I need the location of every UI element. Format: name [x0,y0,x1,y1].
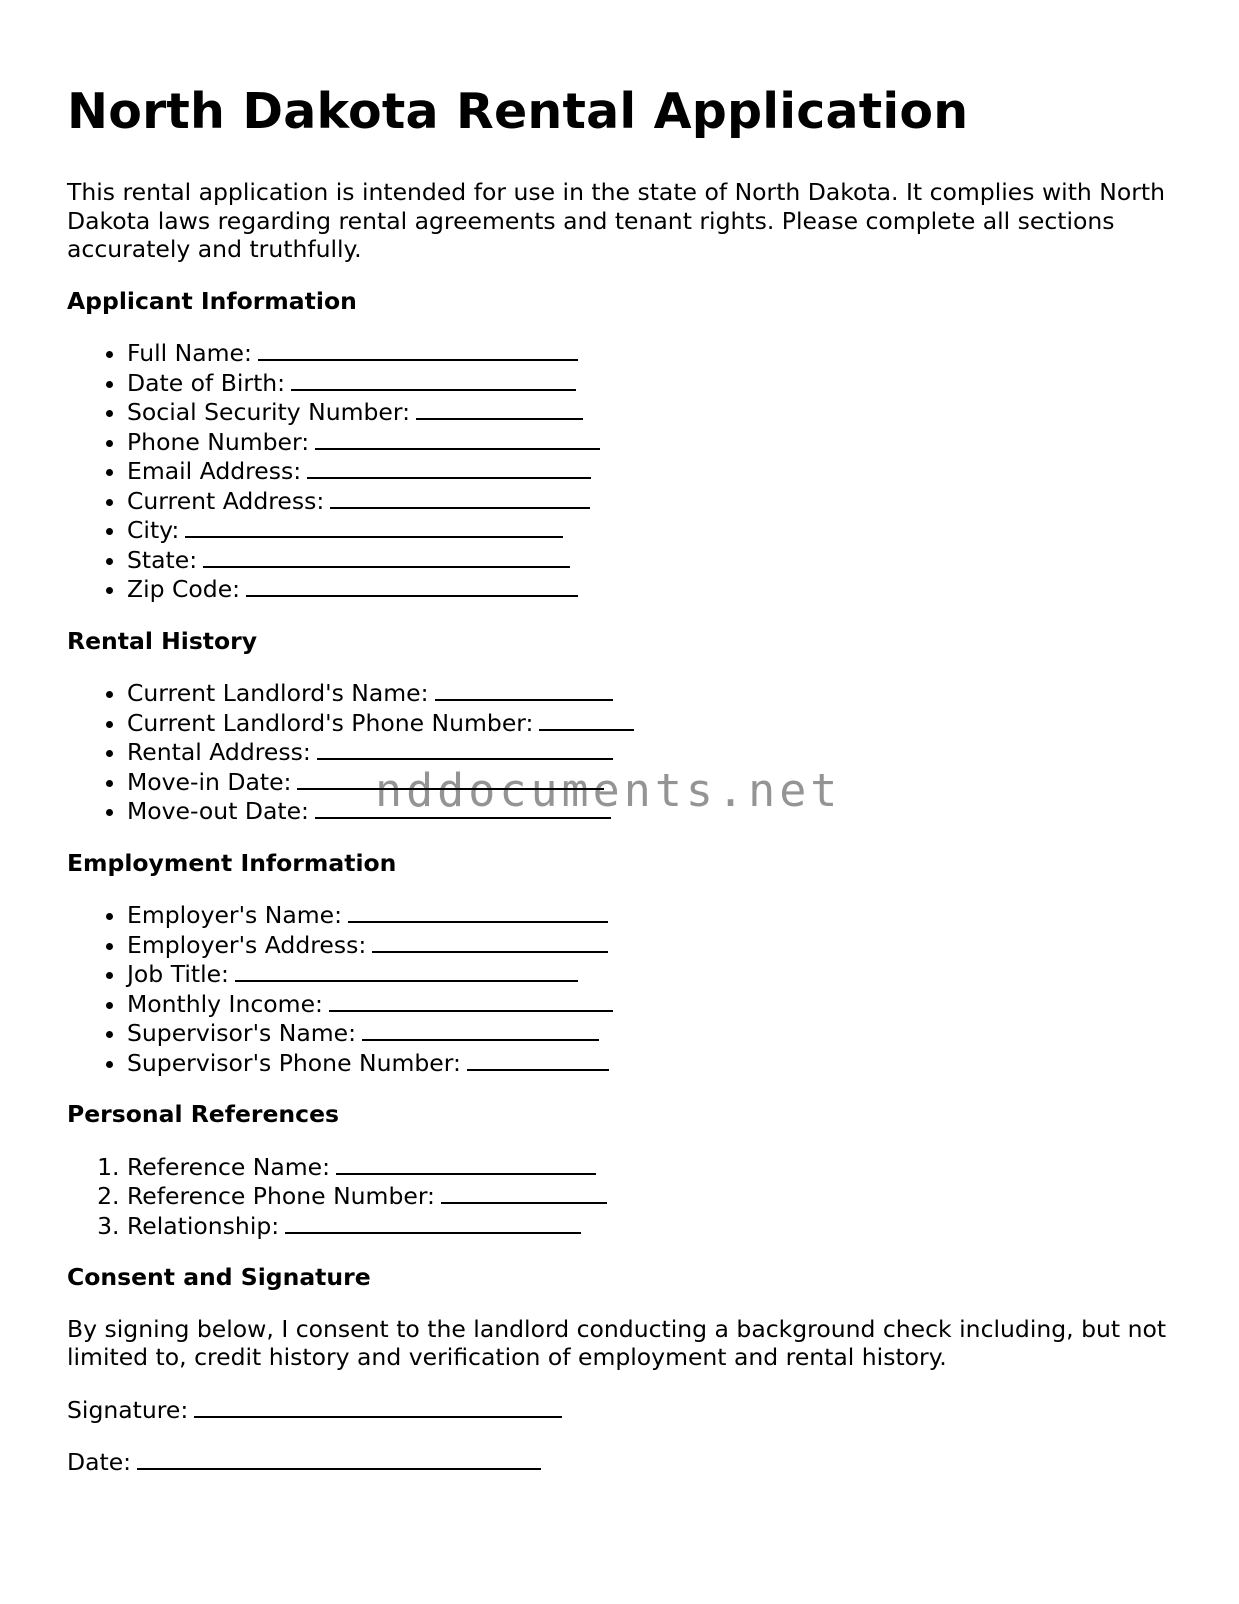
applicant-heading: Applicant Information [67,286,357,315]
move-out-date-field[interactable] [315,796,611,819]
zip-code-field[interactable] [246,574,578,597]
field-label: Zip Code: [127,575,241,603]
document-page [67,80,1177,1477]
date-field[interactable] [137,1447,541,1470]
field-label: Job Title: [127,960,229,988]
field-label: City: [127,516,180,544]
field-label: Rental Address: [127,738,311,766]
ssn-field[interactable] [416,397,583,420]
list-item [127,737,1177,767]
list-item [127,1181,1177,1211]
employer-address-field[interactable] [372,930,608,953]
list-item [127,427,1177,457]
field-label: Employer's Name: [127,901,343,929]
list-item [127,545,1177,575]
field-label: Current Address: [127,486,325,515]
rental-address-field[interactable] [317,737,613,760]
supervisor-name-field[interactable] [362,1018,599,1041]
employment-heading: Employment Information [67,848,397,877]
full-name-field[interactable] [258,338,578,361]
field-label: Monthly Income: [127,989,323,1018]
landlord-phone-field[interactable] [539,708,634,731]
email-address-field[interactable] [307,456,591,479]
consent-paragraph: By signing below, I consent to the landlord conducting a background check including, but not limited to, credit history and verification of employment and rental history. [67,1314,1167,1371]
field-label: Reference Name: [127,1152,331,1181]
current-address-field[interactable] [330,486,590,509]
list-item [127,1048,1177,1078]
field-label: Date of Birth: [127,368,286,397]
field-label: Full Name: [127,339,252,367]
date-label: Date: [67,1448,132,1476]
intro-paragraph: This rental application is intended for use in the state of North Dakota. It complies with North Dakota laws regarding rental agreements and tenant rights. Please complete all sections accurately and truthfully. [67,178,1165,263]
field-label: State: [127,545,198,574]
list-item [127,708,1177,738]
references-heading: Personal References [67,1100,340,1128]
field-label: Supervisor's Phone Number: [127,1048,461,1077]
list-item [127,515,1177,545]
job-title-field[interactable] [235,959,578,982]
date-line [67,1447,1177,1477]
page-title: North Dakota Rental Application [67,83,969,140]
relationship-field[interactable] [285,1211,581,1234]
date-of-birth-field[interactable] [291,368,576,391]
field-label: Email Address: [127,457,302,485]
move-in-date-field[interactable] [297,767,604,790]
list-item [127,767,1177,797]
rental-history-list [67,678,1177,826]
city-field[interactable] [185,515,563,538]
consent-heading: Consent and Signature [67,1263,371,1291]
field-label: Supervisor's Name: [127,1019,356,1047]
list-item [127,678,1177,708]
list-item [127,338,1177,368]
employer-name-field[interactable] [348,900,608,923]
list-item [127,368,1177,398]
list-item [127,486,1177,516]
list-item [127,959,1177,989]
list-item [127,574,1177,604]
rental-history-heading: Rental History [67,626,258,655]
field-label: Reference Phone Number: [127,1182,435,1210]
references-list [67,1152,1177,1241]
list-item [127,930,1177,960]
reference-name-field[interactable] [336,1152,596,1175]
signature-line [67,1395,1177,1425]
list-item [127,456,1177,486]
list-item [127,1018,1177,1048]
signature-label: Signature: [67,1395,189,1424]
landlord-name-field[interactable] [435,678,613,701]
list-item [127,397,1177,427]
field-label: Current Landlord's Phone Number: [127,708,534,737]
state-field[interactable] [203,545,570,568]
list-item [127,900,1177,930]
employment-list [67,900,1177,1077]
field-label: Current Landlord's Name: [127,679,429,707]
signature-field[interactable] [194,1395,562,1418]
field-label: Move-in Date: [127,767,292,796]
phone-number-field[interactable] [315,427,600,450]
field-label: Phone Number: [127,427,310,456]
monthly-income-field[interactable] [329,989,613,1012]
reference-phone-field[interactable] [441,1181,607,1204]
watermark: nddocuments.net [375,764,842,817]
applicant-list [67,338,1177,604]
field-label: Employer's Address: [127,930,367,959]
list-item [127,1152,1177,1182]
field-label: Move-out Date: [127,797,309,825]
field-label: Relationship: [127,1211,280,1240]
list-item [127,1211,1177,1241]
field-label: Social Security Number: [127,398,411,426]
list-item [127,989,1177,1019]
supervisor-phone-field[interactable] [467,1048,609,1071]
list-item [127,796,1177,826]
